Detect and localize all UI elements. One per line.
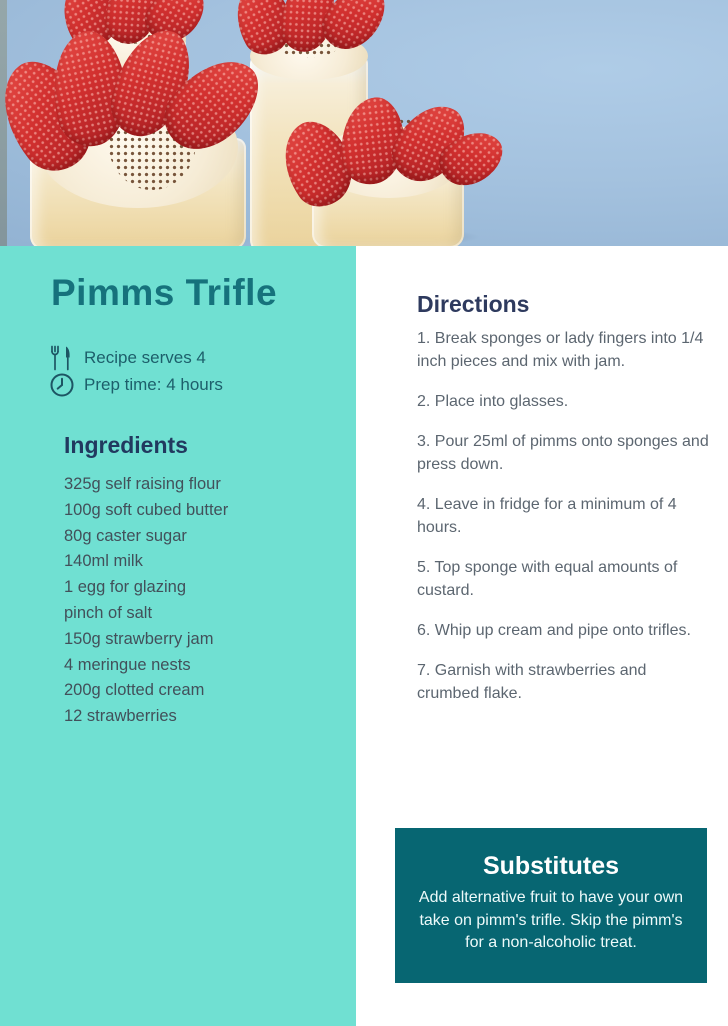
substitutes-box: [395, 828, 707, 983]
ingredient-item: 140ml milk: [64, 552, 143, 571]
ingredient-item: 80g caster sugar: [64, 526, 187, 545]
ingredient-item: 1 egg for glazing: [64, 578, 187, 597]
ingredient-item: 12 strawberries: [64, 707, 177, 726]
ingredients-heading: Ingredients: [64, 432, 188, 458]
direction-step: 2. Place into glasses.: [417, 393, 569, 410]
directions-heading: Directions: [417, 291, 530, 317]
direction-step: 3. Pour 25ml of pimms onto sponges and press down.: [417, 433, 709, 473]
ingredient-item: 150g strawberry jam: [64, 629, 214, 648]
prep-time-row: [49, 371, 356, 398]
ingredient-item: 200g clotted cream: [64, 681, 205, 700]
photo-left-edge: [0, 0, 7, 246]
ingredient-item: 100g soft cubed butter: [64, 500, 229, 519]
trifle-cup: [278, 96, 508, 246]
utensils-icon: [49, 344, 77, 371]
trifle-photo: [0, 0, 728, 246]
direction-step: 4. Leave in fridge for a minimum of 4 hours.: [417, 496, 677, 536]
prep-time-label: Prep time: 4 hours: [84, 374, 223, 394]
ingredient-item: 4 meringue nests: [64, 655, 191, 674]
recipe-meta: [49, 344, 356, 398]
page-title: Pimms Trifle: [51, 272, 278, 313]
direction-step: 1. Break sponges or lady fingers into 1/4 inch pieces and mix with jam.: [417, 330, 704, 370]
trifle-cup: [8, 26, 276, 246]
ingredients-list: [64, 472, 356, 730]
ingredient-item: pinch of salt: [64, 603, 153, 622]
direction-step: 5. Top sponge with equal amounts of custard.: [417, 559, 678, 599]
directions-list: [417, 327, 712, 705]
substitutes-text: Add alternative fruit to have your own take on pimm's trifle. Skip the pimm's for a non-alcoholic treat.: [418, 889, 684, 951]
ingredient-item: 325g self raising flour: [64, 475, 221, 493]
clock-icon: [49, 371, 77, 398]
substitutes-heading: Substitutes: [482, 852, 620, 880]
serves-label: Recipe serves 4: [84, 347, 206, 367]
direction-step: 6. Whip up cream and pipe onto trifles.: [417, 622, 691, 639]
serves-row: [49, 344, 356, 371]
ingredients-panel: [0, 246, 356, 1026]
direction-step: 7. Garnish with strawberries and crumbed flake.: [417, 662, 647, 702]
